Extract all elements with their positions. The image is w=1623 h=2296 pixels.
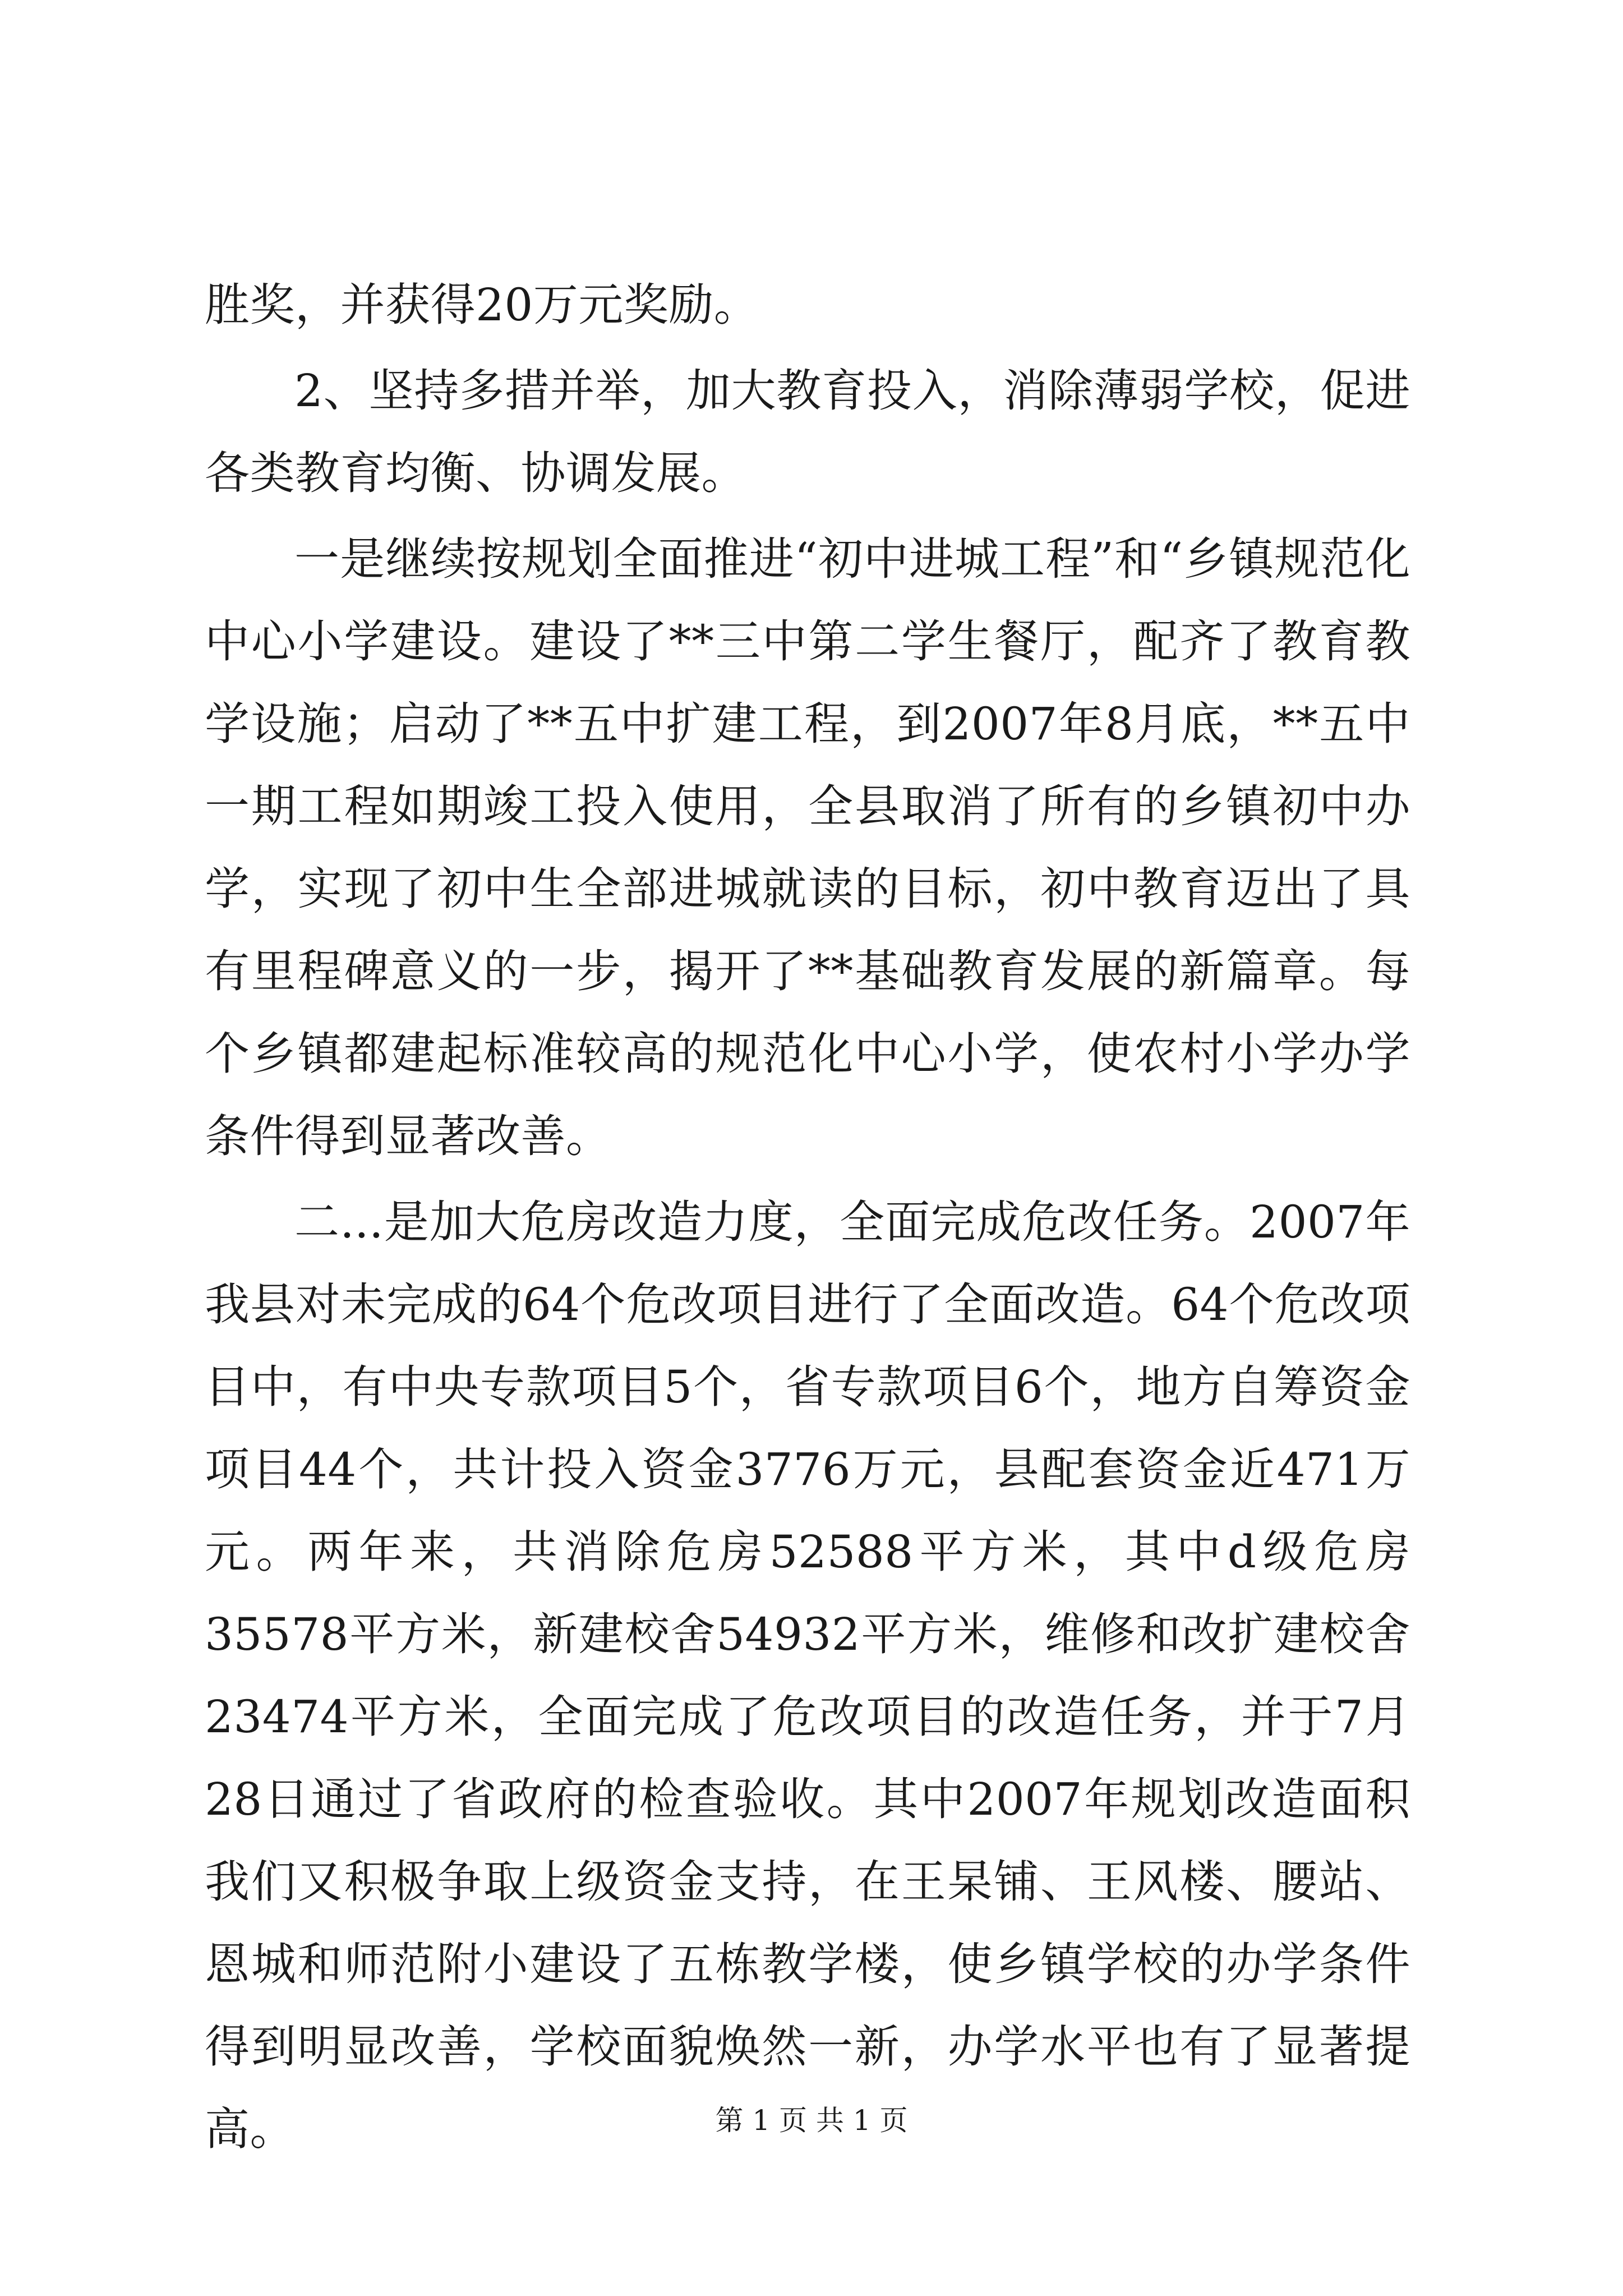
document-body: [205, 264, 1410, 2174]
paragraph-1: 胜奖，并获得20万元奖励。: [205, 279, 759, 331]
paragraph-3: 一是继续按规划全面推进“初中进城工程”和“乡镇规范化中心小学建设。建设了**三中第二学生餐厅，配齐了教育教学设施；启动了**五中扩建工程，到2007年8月底，**五中一期工程如期竣工投入使用，全县取消了所有的乡镇初中办学，实现了初中生全部进城就读的目标，初中教育迈出了具有里程碑意义的一步，揭开了**基础教育发展的新篇章。每个乡镇都建起标准较高的规范化中心小学，使农村小学办学条件得到显著改善。: [205, 533, 1410, 1162]
page-footer: 第 1 页 共 1 页: [715, 2104, 908, 2137]
paragraph-4: 二...是加大危房改造力度，全面完成危改任务。2007年我县对未完成的64个危改项目进行了全面改造。64个危改项目中，有中央专款项目5个，省专款项目6个，地方自筹资金项目44个，共计投入资金3776万元，县配套资金近471万元。两年来，共消除危房52588平方米，其中d级危房35578平方米，新建校舍54932平方米，维修和改扩建校舍23474平方米，全面完成了危改项目的改造任务，并于7月28日通过了省政府的检查验收。其中2007年规划改造面积我们又积极争取上级资金支持，在王杲铺、王风楼、腰站、恩城和师范附小建设了五栋教学楼，使乡镇学校的办学条件得到明显改善，学校面貌焕然一新，办学水平也有了显著提高。: [205, 1196, 1410, 2155]
paragraph-2: 2、坚持多措并举，加大教育投入，消除薄弱学校，促进各类教育均衡、协调发展。: [205, 365, 1410, 499]
